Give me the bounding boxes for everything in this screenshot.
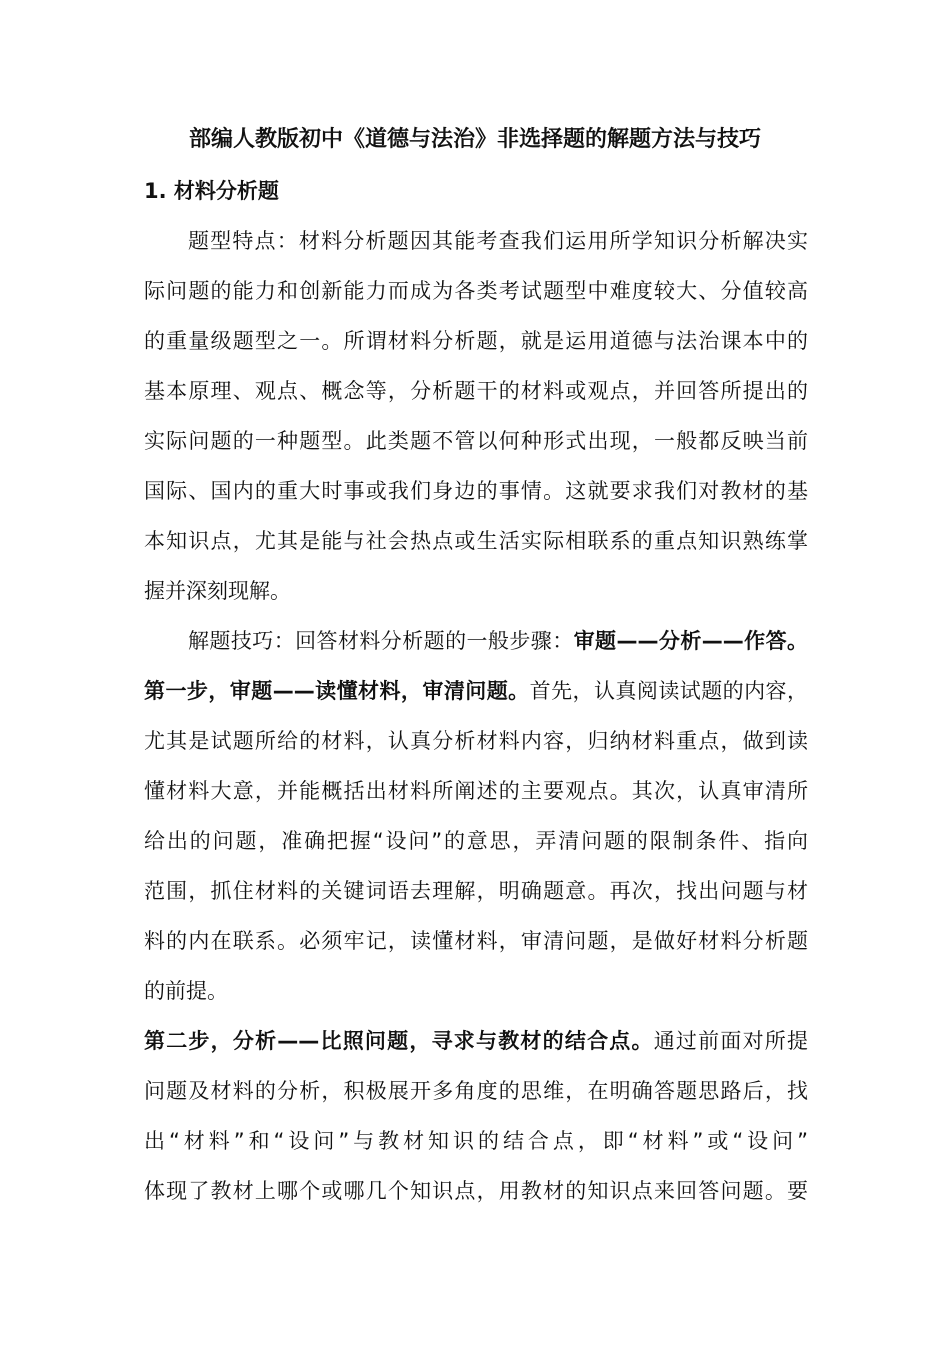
paragraph-line: 题型特点：材料分析题因其能考查我们运用所学知识分析解决实	[188, 229, 808, 253]
document-title: 部编人教版初中《道德与法治》非选择题的解题方法与技巧	[188, 127, 761, 152]
paragraph-line: 国际、国内的重大时事或我们身边的事情。这就要求我们对教材的基	[144, 479, 808, 503]
paragraph-text: 首先，认真阅读试题的内容，	[529, 679, 809, 703]
paragraph-line: 际问题的能力和创新能力而成为各类考试题型中难度较大、分值较高	[144, 279, 808, 303]
paragraph-line: 给出的问题，准确把握“设问”的意思，弄清问题的限制条件、指向	[144, 829, 808, 853]
section-heading: 1. 材料分析题	[144, 179, 279, 203]
paragraph-line: 握并深刻现解。	[144, 579, 291, 603]
paragraph-line: 料的内在联系。必须牢记，读懂材料，审清问题，是做好材料分析题	[144, 929, 808, 953]
paragraph-line: 体现了教材上哪个或哪几个知识点，用教材的知识点来回答问题。要	[144, 1179, 808, 1203]
paragraph-line: 基本原理、观点、概念等，分析题干的材料或观点，并回答所提出的	[144, 379, 808, 403]
paragraph-line: 尤其是试题所给的材料，认真分析材料内容，归纳材料重点，做到读	[144, 729, 808, 753]
paragraph-line: 本知识点，尤其是能与社会热点或生活实际相联系的重点知识熟练掌	[144, 529, 808, 553]
paragraph-line: 范围，抓住材料的关键词语去理解，明确题意。再次，找出问题与材	[144, 879, 808, 903]
paragraph-line	[144, 1024, 808, 1058]
paragraph-line	[188, 624, 808, 658]
step-heading: 第二步，分析——比照问题，寻求与教材的结合点。	[144, 1029, 654, 1053]
paragraph-emphasis: 审题——分析——作答。	[573, 629, 809, 653]
step-heading: 第一步，审题——读懂材料，审清问题。	[144, 679, 530, 703]
paragraph-text: 解题技巧：回答材料分析题的一般步骤：	[188, 629, 574, 653]
paragraph-line: 的重量级题型之一。所谓材料分析题，就是运用道德与法治课本中的	[144, 329, 808, 353]
paragraph-line	[144, 674, 808, 708]
paragraph-line: 懂材料大意，并能概括出材料所阐述的主要观点。其次，认真审清所	[144, 779, 808, 803]
paragraph-line: 出“材料”和“设问”与教材知识的结合点，即“材料”或“设问”	[144, 1129, 808, 1153]
paragraph-line: 实际问题的一种题型。此类题不管以何种形式出现，一般都反映当前	[144, 429, 808, 453]
paragraph-line: 的前提。	[144, 979, 228, 1003]
paragraph-text: 通过前面对所提	[653, 1029, 809, 1053]
paragraph-line: 问题及材料的分析，积极展开多角度的思维，在明确答题思路后，找	[144, 1079, 808, 1103]
